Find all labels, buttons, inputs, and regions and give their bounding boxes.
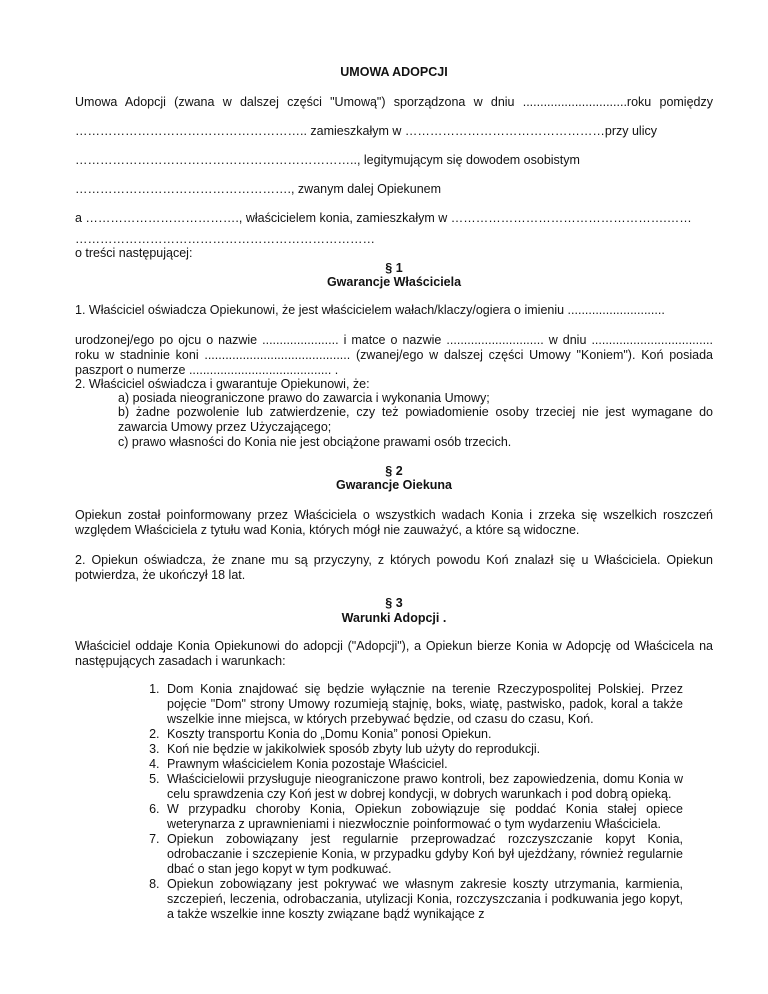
section-1-sign: § 1 (385, 261, 403, 275)
intro-line-6: ……………………………………………………………… (75, 232, 375, 246)
intro-line-1: Umowa Adopcji (zwana w dalszej części "Umową") sporządzona w dniu ..............................roku pomiędzy (75, 95, 713, 109)
section-2-heading: Gwarancje Oiekuna (335, 478, 453, 492)
terms-item: 7. Opiekun zobowiązany jest regularnie przeprowadzać rozczyszczanie kopyt Konia, odrobaczanie i szczepienie Konia, w przypadku gdyby Koń był ujeżdżany, również regularnie dbać o stan jego kopyt w tym podkuwać. (163, 832, 683, 877)
section-3-sign: § 3 (385, 596, 403, 610)
section-2-paragraph-1: Opiekun został poinformowany przez Właściciela o wszystkich wadach Konia i zrzeka się wszelkich roszczeń względem Właściciela z tytułu wad Konia, których mógł nie zauważyć, a które są widoczne. (75, 508, 713, 537)
terms-item: 8. Opiekun zobowiązany jest pokrywać we własnym zakresie koszty utrzymania, karmienia, szczepień, leczenia, odrobaczania, utylizacji Konia, rozczyszczania i podkuwania jego kopyt, a także wszelkie inne koszty związane bądź wynikające z (163, 877, 683, 922)
intro-line-7: o treści następującej: (75, 246, 193, 260)
intro-line-4: ……………………………………………., zwanym dalej Opiekunem (75, 182, 442, 196)
section-1-heading: Gwarancje Właściciela (326, 275, 462, 289)
section-1-paragraph-3: 2. Właściciel oświadcza i gwarantuje Opiekunowi, że: (75, 377, 370, 391)
section-1-item-c: c) prawo własności do Konia nie jest obciążone prawami osób trzecich. (118, 435, 512, 449)
section-1-paragraph-2: urodzonej/ego po ojcu o nazwie ...................... i matce o nazwie ............................ w dniu ................................... roku w stadninie koni .......................................... (zwanej/ego w dalszej części Umowy "Koniem"). Koń posiada paszport o numerze ......................................... . (75, 333, 713, 377)
section-1-paragraph-1: 1. Właściciel oświadcza Opiekunowi, że jest właścicielem wałach/klaczy/ogiera o imieniu ............................ (75, 303, 665, 317)
section-1-item-a: a) posiada nieograniczone prawo do zawarcia i wykonania Umowy; (118, 391, 490, 405)
intro-line-5: a ………………………………., właścicielem konia, zamieszkałym w …………………………………………….…… (75, 211, 692, 225)
terms-item: 4. Prawnym właścicielem Konia pozostaje Właściciel. (163, 757, 683, 772)
intro-line-3: ………………………………………………………….., legitymującym się dowodem osobistym (75, 153, 580, 167)
adoption-terms-list (145, 682, 683, 922)
terms-item: 6. W przypadku choroby Konia, Opiekun zobowiązuje się poddać Konia stałej opiece weterynarza z uprawnieniami i niezwłocznie poinformować o tym wydarzeniu Właściciela. (163, 802, 683, 832)
section-3-heading: Warunki Adopcji . (341, 611, 447, 625)
terms-item: 2. Koszty transportu Konia do „Domu Konia” ponosi Opiekun. (163, 727, 683, 742)
section-2-sign: § 2 (385, 464, 403, 478)
terms-item: 1. Dom Konia znajdować się będzie wyłącznie na terenie Rzeczypospolitej Polskiej. Przez pojęcie "Dom" strony Umowy rozumieją stajnię, boks, wiatę, pastwisko, padok, koral a także wszelkie inne miejsca, w których przebywać będzie, od czasu do czasu, Koń. (163, 682, 683, 727)
document-title: UMOWA ADOPCJI (340, 65, 448, 79)
section-3-paragraph-1: Właściciel oddaje Konia Opiekunowi do adopcji ("Adopcji"), a Opiekun bierze Konia w Adopcję od Właścicela na następujących zasadach i warunkach: (75, 639, 713, 668)
terms-item: 3. Koń nie będzie w jakikolwiek sposób zbyty lub użyty do reprodukcji. (163, 742, 683, 757)
section-1-item-b: b) żadne pozwolenie lub zatwierdzenie, czy też powiadomienie osoby trzeciej nie jest wymagane do zawarcia Umowy przez Użyczającego; (118, 405, 713, 434)
section-2-paragraph-2: 2. Opiekun oświadcza, że znane mu są przyczyny, z których powodu Koń znalazł się u Właściciela. Opiekun potwierdza, że ukończył 18 lat. (75, 553, 713, 582)
intro-line-2: ……………………………………………….. zamieszkałym w …………………………………………przy ulicy (75, 124, 657, 138)
terms-item: 5. Właścicielowii przysługuje nieograniczone prawo kontroli, bez zapowiedzenia, domu Konia w celu sprawdzenia czy Koń jest w dobrej kondycji, w dobrych warunkach i pod dobrą opieką. (163, 772, 683, 802)
